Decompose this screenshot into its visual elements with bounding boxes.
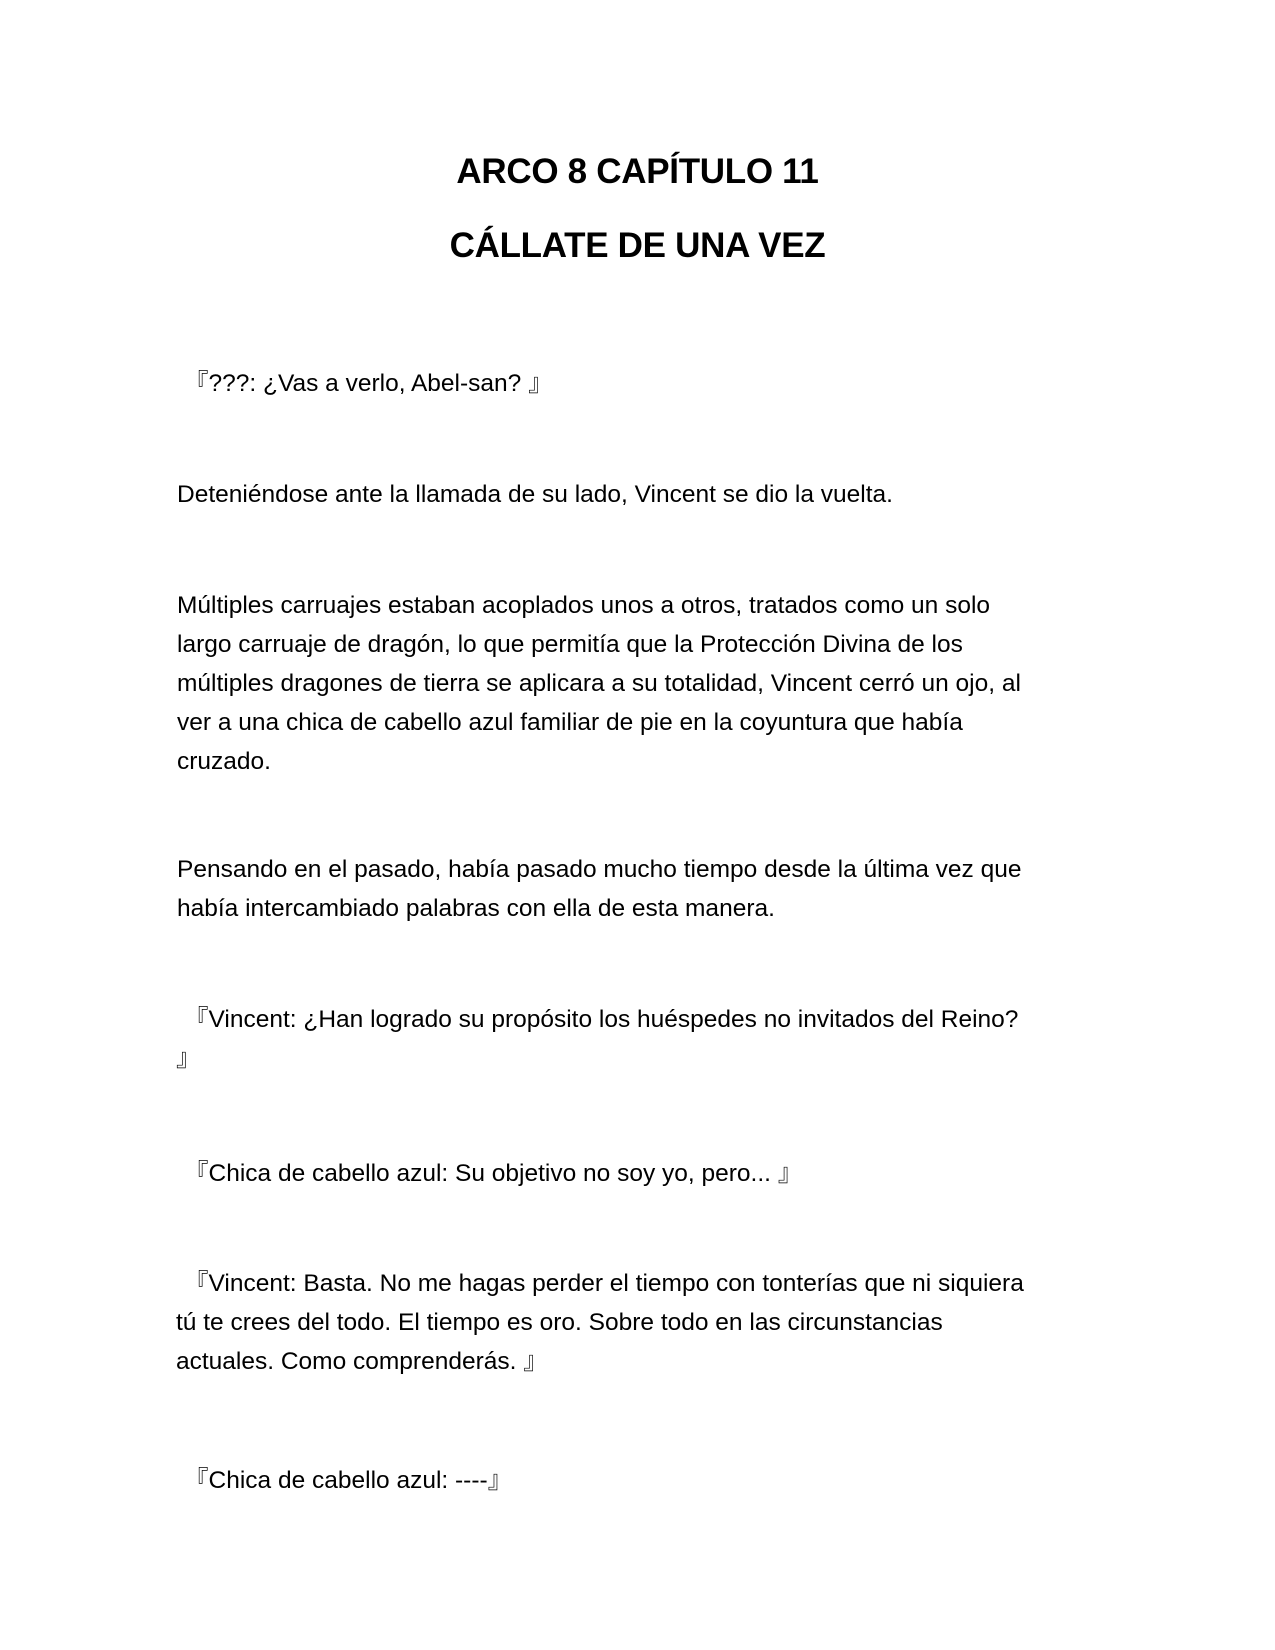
text-line: Múltiples carruajes estaban acoplados unos a otros, tratados como un solo	[177, 592, 991, 619]
text-line: había intercambiado palabras con ella de esta manera.	[177, 895, 775, 922]
text-line: ver a una chica de cabello azul familiar de pie en la coyuntura que había	[177, 709, 963, 736]
dialogue-paragraph: 『Chica de cabello azul: Su objetivo no soy yo, pero... 』	[184, 1160, 803, 1187]
dialogue-paragraph: 『Chica de cabello azul: ----』	[184, 1467, 513, 1494]
narrative-paragraph: Deteniéndose ante la llamada de su lado, Vincent se dio la vuelta.	[177, 481, 893, 508]
text-line: 『Vincent: Basta. No me hagas perder el tiempo con tonterías que ni siquiera	[184, 1270, 1024, 1297]
dialogue-paragraph	[176, 1264, 1107, 1381]
chapter-subtitle: CÁLLATE DE UNA VEZ	[449, 226, 826, 265]
text-line: cruzado.	[177, 748, 271, 775]
dialogue-paragraph	[176, 1000, 1107, 1078]
dialogue-paragraph: 『???: ¿Vas a verlo, Abel-san? 』	[184, 370, 553, 397]
text-line: 』	[176, 1045, 201, 1072]
text-line: tú te crees del todo. El tiempo es oro. Sobre todo en las circunstancias	[176, 1309, 943, 1336]
text-line: largo carruaje de dragón, lo que permitía que la Protección Divina de los	[177, 631, 963, 658]
chapter-title: ARCO 8 CAPÍTULO 11	[456, 152, 819, 191]
narrative-paragraph	[177, 586, 1107, 781]
narrative-paragraph	[177, 850, 1107, 928]
text-line: actuales. Como comprenderás. 』	[176, 1348, 548, 1375]
text-line: 『Vincent: ¿Han logrado su propósito los huéspedes no invitados del Reino?	[184, 1006, 1019, 1033]
text-line: múltiples dragones de tierra se aplicara a su totalidad, Vincent cerró un ojo, al	[177, 670, 1021, 697]
text-line: Pensando en el pasado, había pasado mucho tiempo desde la última vez que	[177, 856, 1022, 883]
